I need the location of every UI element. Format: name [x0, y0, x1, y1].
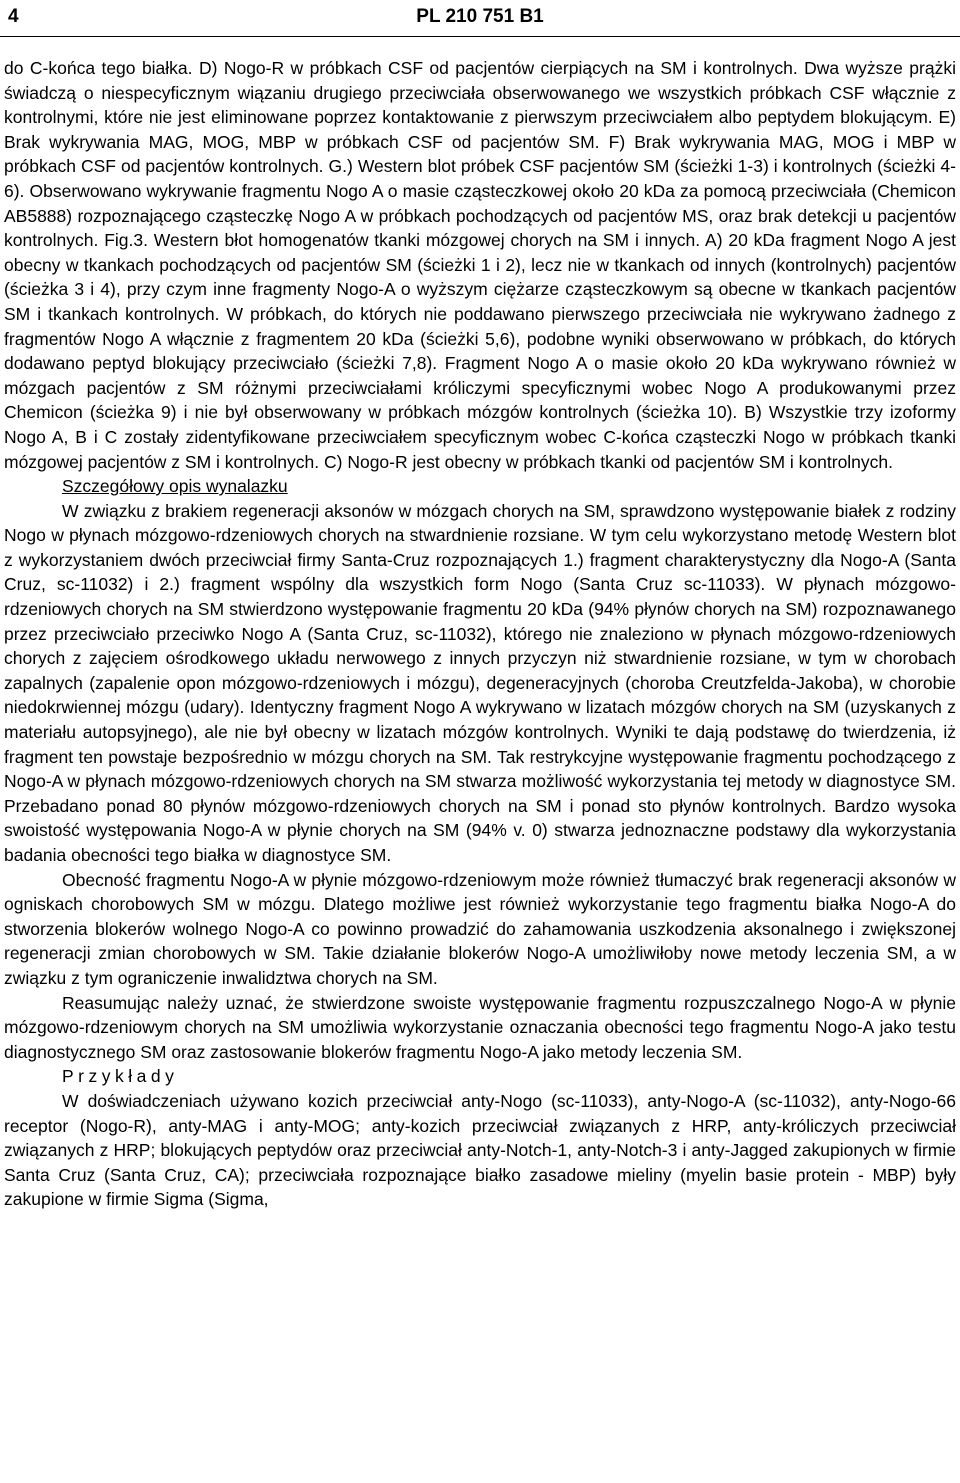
description-paragraph-2: Obecność fragmentu Nogo-A w płynie mózgowo-rdzeniowym może również tłumaczyć brak regeneracji aksonów w ogniskach chorobowych SM w mózgu. Dlatego możliwe jest również wykorzystanie tego fragmentu białka Nogo-A do stworzenia blokerów wolnego Nogo-A co powinno prowadzić do zahamowania uszkodzenia aksonalnego i zwiększonej regeneracji zmian chorobowych w SM. Takie działanie blokerów Nogo-A umożliwiłoby nowe metody leczenia SM, a w związku z tym ograniczenie inwalidztwa chorych na SM.	[4, 869, 956, 988]
examples-paragraph: W doświadczeniach używano kozich przeciwciał anty-Nogo (sc-11033), anty-Nogo-A (sc-11032), anty-Nogo-66 receptor (Nogo-R), anty-MAG i anty-MOG; anty-kozich przeciwciał związanych z HRP, anty-króliczych przeciwciał związanych z HRP; blokujących peptydów oraz przeciwciał anty-Notch-1, anty-Notch-3 i anty-Jagged zakupionych w firmie Santa Cruz (Santa Cruz, CA); przeciwciała rozpoznające białko zasadowe mieliny (myelin basie protein - MBP) były zakupione w firmie Sigma (Sigma,	[4, 1090, 956, 1210]
page-header	[0, 6, 960, 42]
document-body	[4, 56, 956, 1212]
description-paragraph-1: W związku z brakiem regeneracji aksonów w mózgach chorych na SM, sprawdzono występowanie białek z rodziny Nogo w płynach mózgowo-rdzeniowych chorych na stwardnienie rozsiane. W tym celu wykorzystano metodę Western blot z wykorzystaniem dwóch przeciwciał firmy Santa-Cruz rozpoznających 1.) fragment charakterystyczny dla Nogo-A (Santa Cruz, sc-11032) i 2.) fragment wspólny dla wszystkich form Nogo (Santa Cruz sc-11033). W płynach mózgowo-rdzeniowych chorych na SM stwierdzono występowanie fragmentu 20 kDa (94% płynów chorych na SM) rozpoznawanego przez przeciwciało przeciwko Nogo A (Santa Cruz, sc-11032), którego nie znaleziono w płynach mózgowo-rdzeniowych chorych z zajęciem ośrodkowego układu nerwowego z innych przyczyn niż stwardnienie rozsiane, w tym w chorobach zapalnych (zapalenie opon mózgowo-rdzeniowych i mózgu), degeneracyjnych (choroba Creutzfelda-Jakoba), w chorobie niedokrwiennej mózgu (udary). Identyczny fragment Nogo A wykrywano w lizatach mózgów chorych na SM (uzyskanych z materiału autopsyjnego), ale nie był obecny w lizatach mózgów kontrolnych. Wyniki te dają podstawę do twierdzenia, iż fragment ten powstaje bezpośrednio w mózgu chorych na SM. Tak restrykcyjne występowanie fragmentu pochodzącego z Nogo-A w płynach mózgowo-rdzeniowych chorych na SM stwarza możliwość wykorzystania tej metody w diagnostyce SM. Przebadano ponad 80 płynów mózgowo-rdzeniowych chorych na SM i ponad sto płynów kontrolnych. Bardzo wysoka swoistość występowania Nogo-A w płynie chorych na SM (94% v. 0) stwarza jednoznaczne podstawy dla wykorzystania badania obecności tego białka w diagnostyce SM.	[4, 500, 956, 865]
section-heading-text: Szczegółowy opis wynalazku	[62, 476, 288, 497]
figure-legend-paragraph: do C-końca tego białka. D) Nogo-R w próbkach CSF od pacjentów cierpiących na SM i kontrolnych. Dwa wyższe prążki świadczą o niespecyficznym wiązaniu drugiego przeciwciała obserwowanego we wszystkich próbkach CSF włącznie z kontrolnymi, które nie jest eliminowane poprzez kontaktowanie z pierwszym przeciwciałem albo peptydem blokującym. E) Brak wykrywania MAG, MOG, MBP w próbkach CSF od pacjentów SM. F) Brak wykrywania MAG, MOG i MBP w próbkach CSF od pacjentów kontrolnych. G.) Western blot próbek CSF pacjentów SM (ścieżki 1-3) i kontrolnych (ścieżki 4-6). Obserwowano wykrywanie fragmentu Nogo A o masie cząsteczkowej około 20 kDa za pomocą przeciwciała (Chemicon AB5888) rozpoznającego cząsteczkę Nogo A w próbkach pochodzących od pacjentów MS, oraz brak detekcji u pacjentów kontrolnych. Fig.3. Western błot homogenatów tkanki mózgowej chorych na SM i innych. A) 20 kDa fragment Nogo A jest obecny w tkankach pochodzących od pacjentów SM (ścieżki 1 i 2), lecz nie w tkankach od innych (kontrolnych) pacjentów (ścieżka 3 i 4), przy czym inne fragmenty Nogo-A o wyższym ciężarze cząsteczkowym są obecne w tkankach pacjentów SM i tkankach kontrolnych. W próbkach, do których nie poddawano pierwszego przeciwciała nie wykrywano żadnego z fragmentów Nogo A włącznie z fragmentem 20 kDa (ścieżki 5,6), podobne wyniki obserwowano w próbkach, do których dodawano peptyd blokujący przeciwciało (ścieżki 7,8). Fragment Nogo A o masie około 20 kDa wykrywano również w mózgach pacjentów z SM różnymi przeciwciałami króliczymi specyficznymi wobec Nogo A produkowanymi przez Chemicon (ścieżka 9) i nie był obserwowany w próbkach mózgów kontrolnych (ścieżka 10). B) Wszystkie trzy izoformy Nogo A, B i C zostały zidentyfikowane przeciwciałem specyficznym wobec C-końca cząsteczki Nogo w próbkach tkanki mózgowej pacjentów z SM i kontrolnych. C) Nogo-R jest obecny w próbkach tkanki od pacjentów SM i kontrolnych.	[4, 58, 956, 472]
section-heading	[4, 474, 956, 499]
page-number: 4	[8, 6, 19, 27]
description-paragraph-3: Reasumując należy uznać, że stwierdzone swoiste występowanie fragmentu rozpuszczalnego Nogo-A w płynie mózgowo-rdzeniowym chorych na SM umożliwia wykorzystanie oznaczania obecności tego fragmentu Nogo-A jako testu diagnostycznego SM oraz zastosowanie blokerów fragmentu Nogo-A jako metody leczenia SM.	[4, 992, 956, 1062]
patent-number: PL 210 751 B1	[416, 6, 544, 27]
examples-heading: Przykłady	[62, 1066, 179, 1087]
header-rule	[0, 36, 960, 37]
